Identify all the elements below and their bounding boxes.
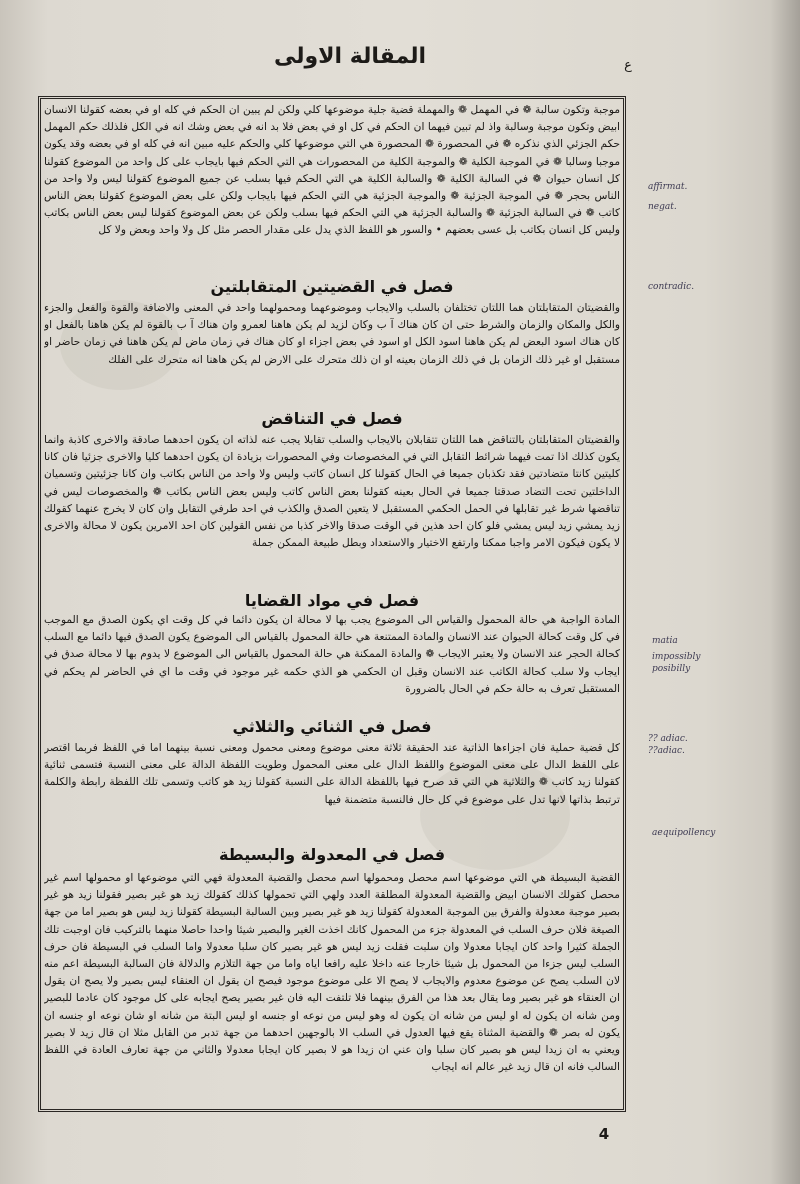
margin-note: posibilly bbox=[652, 664, 691, 674]
header-mark: ع bbox=[624, 58, 632, 73]
margin-note: ??adiac. bbox=[648, 746, 685, 756]
margin-note: contradic. bbox=[648, 282, 695, 292]
margin-note: aequipollency bbox=[652, 828, 716, 838]
section-heading-1: فصل في القضيتين المتقابلتين bbox=[210, 277, 454, 296]
section-heading-3: فصل في مواد القضايا bbox=[244, 591, 420, 610]
section-heading-4: فصل في الثنائي والثلاثي bbox=[232, 717, 432, 736]
paragraph-6: القضية البسيطة هي التي موضوعها اسم محصل ومحمولها اسم محصل والقضية المعدولة فهي التي موضوعها او محمولها اسم غير محصل كقولك الانسان ابيض والقضية المعدولة المطلقة العدد ولهي التي تحمولها كذلك كقولك زيد هو غير بصير فقولنا زيد هو غير بصير موجبة معدولة والفرق بين الموجبة المعدولة كقولنا زيد هو غير بصير وبين السالبة البسيطة كقولنا زيد ليس هو بصير اما من جهة الصيغة فلان حرف السلب في المعدولة جزء من المحمول كانك اخذت الغير والبصير شيئا واحدا حاصلا منهما بالتركيب فان اوجبت تلك الجملة كثيرا واحد كان ايجابا معدولا وان سلبت فقلت زيد ليس هو غير بصير كان سلبا معدولا واما السلب في البسيطة فان حرف السلب ليس جزءا من المحمول بل شيئا خارجا عنه داخلا عليه رافعا اياه واما من جهة التلازم والدلالة فان السالبة البسيطة اعم منه لان السلب يصح عن موضوع معدوم والايجاب لا يصح الا على موضوع موجود فيصح ان يقول ان العنقاء ليس بصير ولا يصح ان يقول ان العنقاء هو غير بصير وما يقال بعد هذا من الفرق بينهما فلا تلتفت اليه فان غير بصير يصح ايجابه على كل موجود كان عادما للبصير ومن شانه ان يكون له او ليس من شانه ان يكون له وهو ليس من نوعه او جنسه او ليس البتة من شانه او شان نوعه او جنسه ان يكون له بصر ❁ والقضية المثناة يقع فيها العدول في السلب الا بالوجهين احدهما من جهة تدبر من القابل مثلا ان قال زيد لا بصير ويعني به ان زيدا ليس هو بصير كان سلبا وان عني ان زيدا هو لا بصير كان ايجابا معدولا والثاني من جهة تعارف العادة في اللفظ السالب فانه ان قال زيد غير عالم انه ايجاب bbox=[44, 872, 620, 1074]
paragraph-3: والقضيتان المتقابلتان بالتناقض هما اللتان تتقابلان بالايجاب والسلب تقابلا يجب عنه لذاته ان يكون احدهما صادقة والاخرى كاذبة وانما يكون كذلك اذا تمت فيهما شرائط التقابل التي في المخصوصات وفي المحصورات بزيادة ان يكون احدهما كليا والاخرى جزئيا فان كانا كليتين كانتا متضادتين فقد تكذبان جميعا في الحال كقولنا كل انسان كاتب وليس ولا واحد من الناس بكاتب وان كانا جزئيتين وتسميان الداخلتين تحت التضاد صدقتا جميعا في الحال بعينه كقولنا بعض الناس كاتب وليس بعض الناس بكاتب ❁ والمخصوصات ليس في تناقضها شرط غير تقابلها في الحمل الحكمي المستقبل لا يتعين الصدق والكذب في احد طرفي التقابل وان كان لا يخرج عنهما كقولك زيد يمشي زيد ليس يمشي فلو كان احد هذين في الوقت صدقا والاخر كذبا من نفس القولين كان احد الامرين يكون لا محالة والاخرى لا يكون فيكون الامر واجبا ممكنا وارتفع الاختيار والاستعداد وبطل طبيعة الممكن جملة bbox=[44, 434, 620, 550]
page-number: 4 bbox=[598, 1125, 610, 1143]
margin-note: ?? adiac. bbox=[648, 734, 688, 744]
binding-shadow bbox=[770, 0, 800, 1184]
paragraph-1: موجبة وتكون سالبة ❁ في المهمل ❁ والمهملة قضية جلية موضوعها كلي ولكن لم يبين ان الحكم في كله او في بعضه كقولنا الانسان ابيض وتكون موجبة وسالبة واذ لم تبين فيهما ان الحكم في كل او في بعض فلا بد انه في بعض وشك انه في الكل فلذلك حكم المهمل حكم الجزئي الذي نذكره ❁ في المحصورة ❁ المحصورة هي التي موضوعها كلي والحكم عليه مبين انه في كله او في بعضه وقد يكون موجبا وسالبا ❁ في الموجبة الكلية ❁ والموجبة الكلية من المحصورات هي التي الحكم فيها بايجاب على كل واحد من الموضوع كقولنا كل انسان حيوان ❁ في السالبة الكلية ❁ والسالبة الكلية هي التي الحكم فيها بسلب عن جميع الموضوع كقولنا ليس ولا واحد من الناس بحجر ❁ في الموجبة الجزئية ❁ والموجبة الجزئية هي التي الحكم فيها بايجاب ولكن على بعض الموضوع كقولنا بعض الناس كاتب ❁ في السالبة الجزئية ❁ والسالبة الجزئية هي التي الحكم فيها بسلب ولكن عن بعض الموضوع كقولنا ليس بعض الناس بكاتب وليس كل انسان بكاتب بل عسى بعضهم • والسور هو اللفظ الذي يدل على مقدار الحصر مثل كل ولا واحد وبعض ولا كل bbox=[44, 104, 620, 237]
paragraph-5: كل قضية حملية فان اجزاءها الذاتية عند الحقيقة ثلاثة معنى موضوع ومعنى محمول ومعنى نسبة بينهما اما في اللفظ فربما اقتصر على اللفظ الدال على معنى الموضوع واللفظ الدال على معنى المحمول وطويت اللفظة الدالة على معنى النسبة فتسمى ثنائية كقولنا زيد كاتب ❁ والثلاثية هي التي قد صرح فيها باللفظة الدالة على النسبة كقولنا زيد هو كاتب وتسمى تلك اللفظة رابطة والكلمة ترتبط بذاتها لانها تدل على موضوع في كل حال فالنسبة متضمنة فيها bbox=[44, 742, 620, 806]
margin-note: matia bbox=[652, 636, 678, 646]
section-heading-2: فصل في التناقض bbox=[261, 409, 403, 428]
paragraph-2: والقضيتان المتقابلتان هما اللتان تختلفان بالسلب والايجاب وموضوعهما ومحمولهما واحد في المعنى والاضافة والقوة والفعل والجزء والكل والمكان والزمان والشرط حتى ان كان هناك آ ب وكان لزيد لم يكن هاهنا لعمرو وان هناك آ ب بالقوة لم يكن هاهنا بالفعل او كان هناك اسود البعض لم يكن هاهنا اسود الكل او اسود في بعض اجزاء او كان هناك في زمان ماض لم يكن هاهنا في زمان حاضر او مستقبل او غير ذلك الزمان بل في ذلك الزمان بعينه او ان ذلك متحرك على الارض لم يكن هاهنا انه متحرك على الفلك bbox=[44, 302, 620, 366]
margin-note: affirmat. bbox=[648, 182, 688, 192]
page-title: المقالة الاولى bbox=[273, 44, 427, 69]
paragraph-4: المادة الواجبة هي حالة المحمول والقياس الى الموضوع يجب بها لا محالة ان يكون دائما في كل وقت اي يكون الصدق مع الموجب في كل وقت كحالة الحيوان عند الانسان والمادة الممتنعة هي حالة المحمول بالقياس الى الموضوع يكون الصدق فيها دائما مع السلب كحالة الحجر عند الانسان ولا يعتبر الايجاب ❁ والمادة الممكنة هي حالة المحمول بالقياس الى الموضوع لا يدوم بها لا محالة صدق في ايجاب ولا سلب كحالة الكاتب عند الانسان وقبل ان الحكمي هو الذي حكمه غير موجود في وقت ما اي في الحاضر لم يحكم في المستقبل تعرف به حالة حكم في الحال بالضرورة bbox=[44, 614, 620, 695]
margin-note: impossibly bbox=[652, 652, 701, 662]
section-heading-5: فصل في المعدولة والبسيطة bbox=[218, 845, 446, 864]
margin-note: negat. bbox=[648, 202, 677, 212]
